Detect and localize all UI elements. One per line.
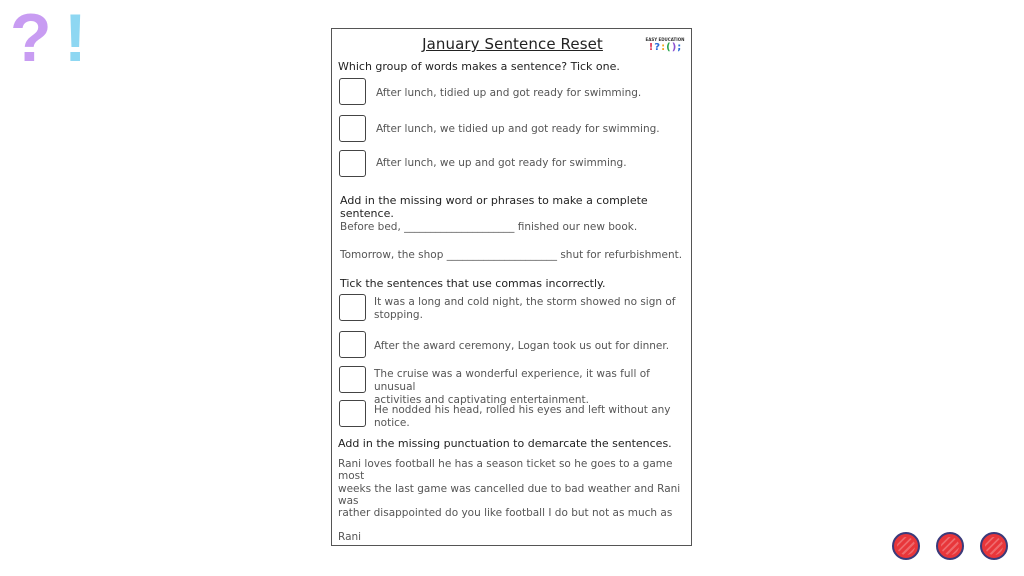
logo-text: EASY EDUCATION bbox=[645, 37, 685, 42]
tick-box-6[interactable] bbox=[339, 366, 366, 393]
section3-option-1-line-2: stopping. bbox=[374, 309, 423, 321]
section4-heading: Add in the missing punctuation to demarcate the sentences. bbox=[338, 437, 672, 450]
tick-box-3[interactable] bbox=[339, 150, 366, 177]
section1-option-2: After lunch, we tidied up and got ready for swimming. bbox=[376, 123, 660, 135]
section2-line-1[interactable]: Before bed, _____________________ finished our new book. bbox=[340, 221, 638, 233]
section1-option-1: After lunch, tidied up and got ready for swimming. bbox=[376, 87, 642, 99]
section3-option-4 bbox=[374, 404, 671, 430]
exclamation-mark-decoration: ! bbox=[64, 0, 87, 76]
question-mark-decoration: ? bbox=[10, 0, 52, 76]
red-dot-icon-2[interactable] bbox=[936, 532, 964, 560]
tick-box-4[interactable] bbox=[339, 294, 366, 321]
section4-line-3: rather disappointed do you like football I do but not as much as bbox=[338, 507, 673, 519]
section3-option-2-line-1: After the award ceremony, Logan took us out for dinner. bbox=[374, 340, 670, 352]
worksheet bbox=[331, 28, 692, 546]
tick-box-5[interactable] bbox=[339, 331, 366, 358]
tick-box-7[interactable] bbox=[339, 400, 366, 427]
section2-line-2[interactable]: Tomorrow, the shop _____________________ shut for refurbishment. bbox=[340, 249, 683, 261]
punctuation-logo-icon: ! ? : ( ) ; bbox=[648, 42, 682, 53]
section3-heading: Tick the sentences that use commas incorrectly. bbox=[340, 277, 606, 290]
worksheet-title: January Sentence Reset bbox=[422, 35, 603, 53]
section2-heading: Add in the missing word or phrases to make a complete sentence. bbox=[340, 194, 648, 220]
section4-line-4: Rani bbox=[338, 531, 362, 543]
red-dot-icon-1[interactable] bbox=[892, 532, 920, 560]
section3-option-1-line-1: It was a long and cold night, the storm showed no sign of bbox=[374, 296, 676, 308]
section1-option-3: After lunch, we up and got ready for swimming. bbox=[376, 157, 627, 169]
tick-box-1[interactable] bbox=[339, 78, 366, 105]
section3-option-1 bbox=[374, 296, 676, 322]
section3-option-4-line-1: He nodded his head, rolled his eyes and left without any bbox=[374, 404, 671, 416]
section4-line-1: Rani loves football he has a season ticket so he goes to a game most bbox=[338, 458, 673, 482]
section3-option-3 bbox=[374, 368, 691, 407]
section1-heading: Which group of words makes a sentence? Tick one. bbox=[338, 60, 620, 73]
tick-box-2[interactable] bbox=[339, 115, 366, 142]
section3-option-4-line-2: notice. bbox=[374, 417, 410, 429]
section3-option-3-line-2: activities and captivating entertainment. bbox=[374, 394, 589, 406]
section4-line-2: weeks the last game was cancelled due to bad weather and Rani was bbox=[338, 483, 681, 507]
red-dot-icon-3[interactable] bbox=[980, 532, 1008, 560]
section3-option-2 bbox=[374, 340, 669, 353]
easy-education-logo bbox=[641, 37, 689, 55]
section3-option-3-line-1: The cruise was a wonderful experience, it was full of unusual bbox=[374, 368, 650, 393]
